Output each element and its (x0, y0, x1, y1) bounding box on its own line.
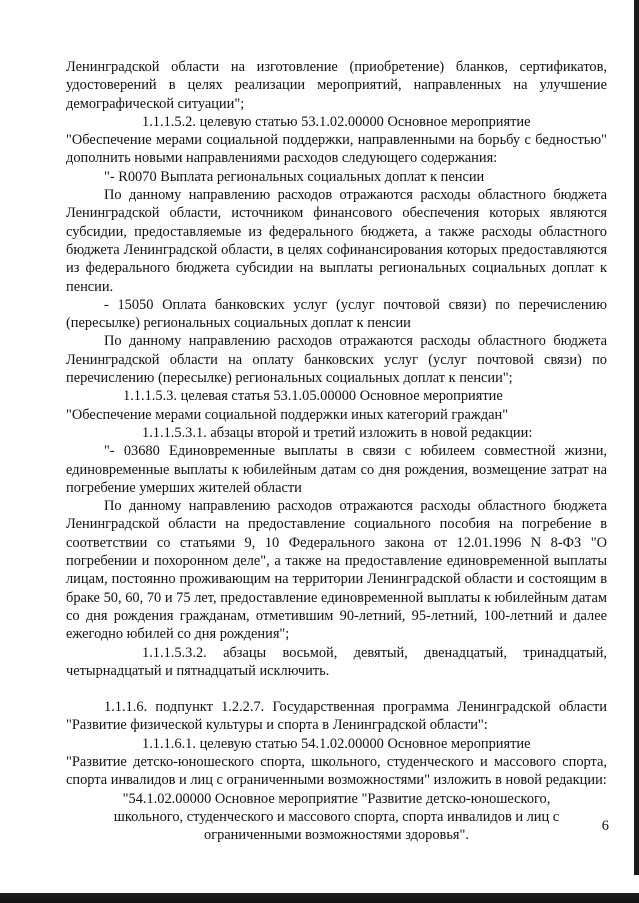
scan-edge-bottom (0, 875, 639, 903)
paragraph-9: "Обеспечение мерами социальной поддержки иных категорий граждан" (66, 406, 509, 423)
paragraph-13: 1.1.1.5.3.2. абзацы восьмой, девятый, двенадцатый, тринадцатый, четырнадцатый и пятнадцатый исключить. (66, 644, 607, 679)
paragraph-4: "- R0070 Выплата региональных социальных доплат к пенсии (104, 168, 485, 185)
paragraph-11: "- 03680 Единовременные выплаты в связи с юбилеем совместной жизни, единовременные выплаты к юбилейным датам со дня рождения, возмещение затрат на погребение умерших жителей области (66, 443, 607, 496)
paragraph-16: "Развитие детско-юношеского спорта, школьного, студенческого и массового спорта, спорта инвалидов и лиц с ограниченными возможностями" изложить в новой редакции: (66, 753, 607, 789)
paragraph-8: 1.1.1.5.3. целевая статья 53.1.05.00000 Основное мероприятие (123, 388, 503, 405)
paragraph-1: Ленинградской области на изготовление (приобретение) бланков, сертификатов, удостоверений в целях реализации мероприятий, направленных на улучшение демографической ситуации"; (66, 59, 607, 112)
paragraph-12: По данному направлению расходов отражаются расходы областного бюджета Ленинградской области на предоставление социального пособия на погребение в соответствии со статьями 9, 10 Федерального закона от 12.01.1996 N 8-ФЗ "О погребении и похоронном деле", а также на предоставление единовременной выплаты лицам, постоянно проживающим на территории Ленинградской области и состоящим в браке 50, 60, 70 и 75 лет, предоставление единовременной выплаты к юбилейным датам со дня рождения гражданам, отметившим 90-летний, 95-летний, 100-летний и далее ежегодно юбилей со дня рождения"; (66, 498, 607, 643)
paragraph-3: "Обеспечение мерами социальной поддержки, направленными на борьбу с бедностью" дополнить новыми направлениями расходов следующего содержания: (66, 132, 607, 167)
scan-edge-right (634, 0, 639, 903)
paragraph-5: По данному направлению расходов отражаются расходы областного бюджета Ленинградской области, источником финансового обеспечения которых являются субсидии, предоставляемые из федерального бюджета, а также расходы областного бюджета Ленинградской области, в целях софинансирования которых предоставляются из федерального бюджета субсидии на выплаты региональных социальных доплат к пенсии. (66, 187, 607, 295)
paragraph-7: По данному направлению расходов отражаются расходы областного бюджета Ленинградской области на оплату банковских услуг (услуг почтовой связи) по перечислению (пересылке) региональных социальных доплат к пенсии"; (66, 333, 607, 387)
page-number: 6 (601, 818, 609, 834)
paragraph-14: 1.1.1.6. подпункт 1.2.2.7. Государственная программа Ленинградской области "Развитие физической культуры и спорта в Ленинградской области": (66, 699, 607, 734)
paragraph-6: - 15050 Оплата банковских услуг (услуг почтовой связи) по перечислению (пересылке) региональных социальных доплат к пенсии (66, 296, 607, 332)
paragraph-17: "54.1.02.00000 Основное мероприятие "Развитие детско-юношеского, школьного, студенческого и массового спорта, спорта инвалидов и лиц с ограниченными возможностями здоровья". (113, 790, 560, 844)
paragraph-15: 1.1.1.6.1. целевую статью 54.1.02.00000 Основное мероприятие (142, 735, 531, 752)
paragraph-2: 1.1.1.5.2. целевую статью 53.1.02.00000 Основное мероприятие (142, 113, 531, 130)
paragraph-10: 1.1.1.5.3.1. абзацы второй и третий изложить в новой редакции: (142, 424, 533, 441)
document-body (66, 58, 607, 844)
